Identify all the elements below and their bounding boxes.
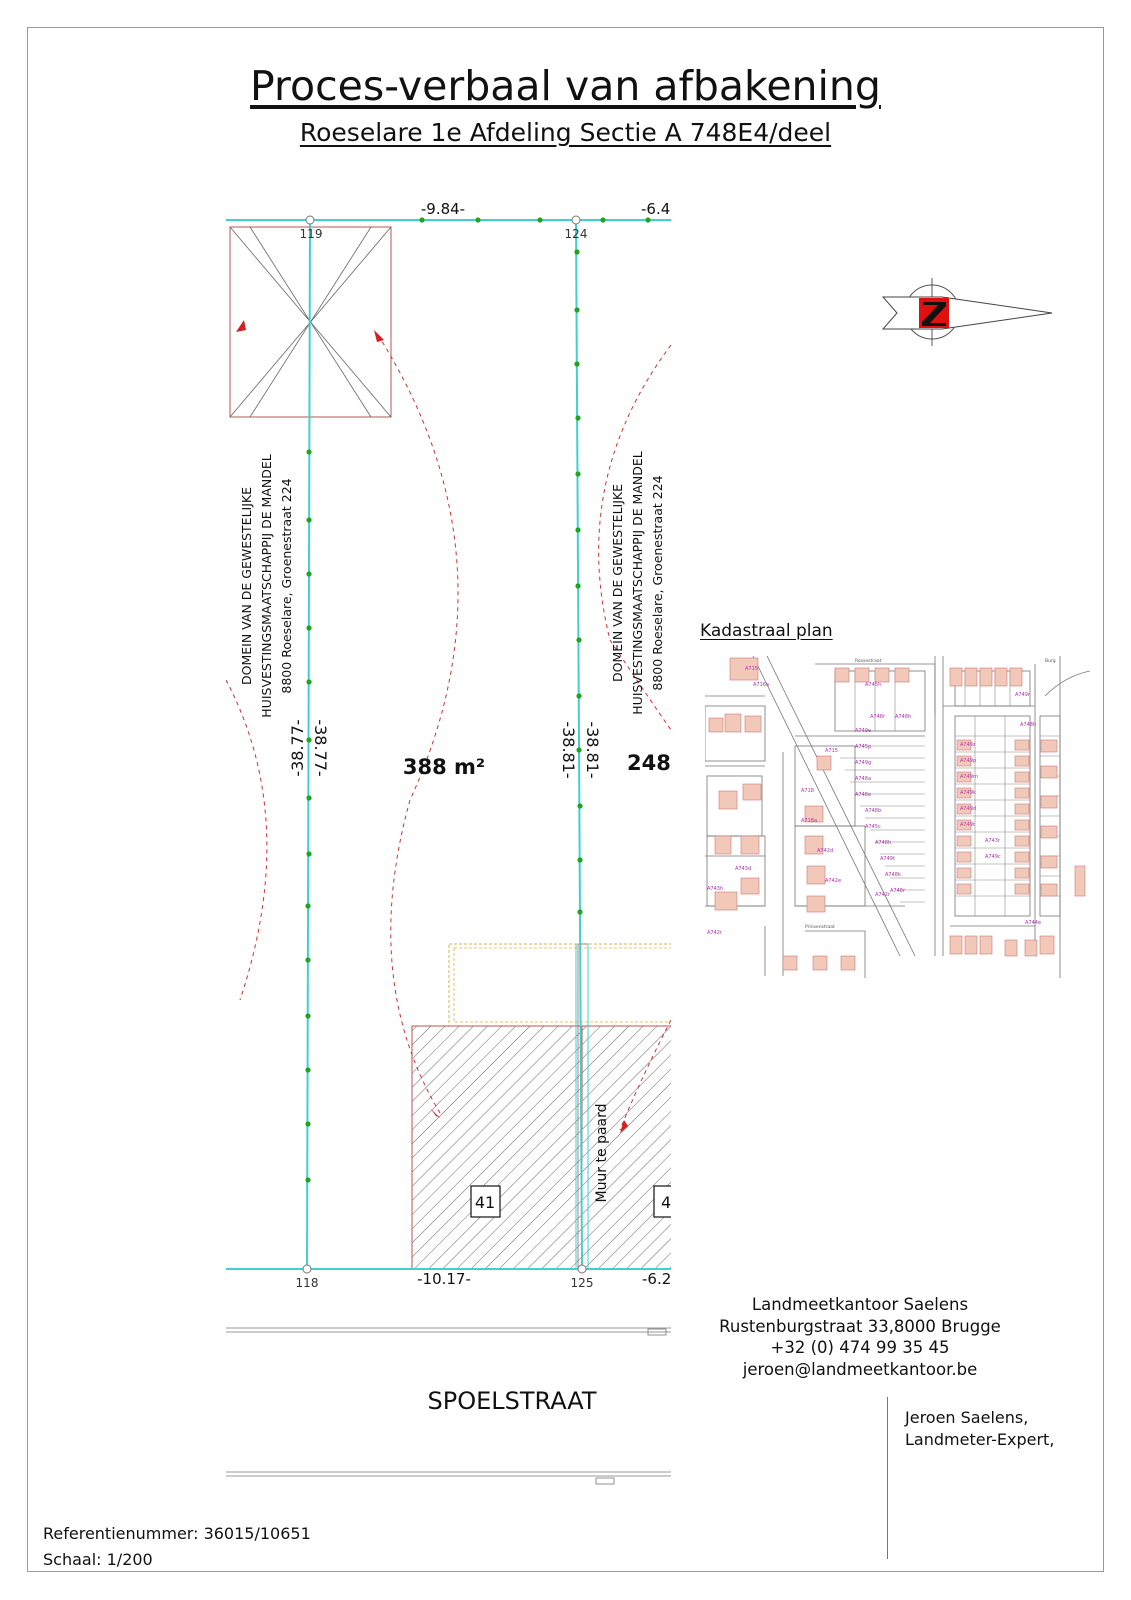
office-phone[interactable]: +32 (0) 474 99 35 45 <box>770 1338 950 1357</box>
svg-text:A716a: A716a <box>753 682 770 688</box>
dashed-curve-left <box>226 680 267 1000</box>
svg-text:A743d: A743d <box>735 866 752 872</box>
svg-text:A749r: A749r <box>1015 692 1031 698</box>
area-right: 248 <box>627 751 671 775</box>
svg-text:A749e: A749e <box>855 728 872 734</box>
wall-label: Muur te paard <box>594 1103 610 1203</box>
svg-text:Burg: Burg <box>1045 659 1056 664</box>
svg-text:A742d: A742d <box>817 848 834 854</box>
svg-text:A748h: A748h <box>875 840 892 846</box>
svg-text:A745c: A745c <box>865 824 881 830</box>
svg-text:Prinsenstraat: Prinsenstraat <box>805 925 835 930</box>
svg-text:A744e: A744e <box>1025 920 1042 926</box>
svg-text:A748e: A748e <box>855 792 872 798</box>
svg-text:A749k: A749k <box>960 790 976 796</box>
svg-text:A743r: A743r <box>985 838 1001 844</box>
point-124: 124 <box>564 227 588 241</box>
dimension-right-a: -38.81- <box>559 721 578 779</box>
neighbour-left <box>239 454 294 717</box>
point-118: 118 <box>295 1276 319 1290</box>
svg-text:A749d: A749d <box>960 806 977 812</box>
svg-text:Rossestraat: Rossestraat <box>855 659 882 664</box>
svg-text:A743h: A743h <box>707 886 724 892</box>
area-main: 388 m² <box>402 755 486 779</box>
svg-text:A718a: A718a <box>801 818 818 824</box>
neighbour-right <box>610 451 665 714</box>
house-41 <box>412 1026 582 1269</box>
svg-text:A748b: A748b <box>865 808 882 814</box>
reference-number: Referentienummer: 36015/10651 <box>43 1524 311 1543</box>
cadastral-map <box>705 656 1090 978</box>
svg-text:A749t: A749t <box>960 822 975 828</box>
scale-label: Schaal: 1/200 <box>43 1550 153 1569</box>
svg-text:HUISVESTINGSMAATSCHAPPIJ DE MA: HUISVESTINGSMAATSCHAPPIJ DE MANDEL <box>259 454 274 718</box>
svg-text:A749m: A749m <box>960 774 978 780</box>
svg-text:A715: A715 <box>825 748 838 754</box>
svg-text:HUISVESTINGSMAATSCHAPPIJ DE MA: HUISVESTINGSMAATSCHAPPIJ DE MANDEL <box>630 451 645 715</box>
dashed-curve-center <box>378 335 458 1113</box>
svg-text:A745p: A745p <box>855 744 872 750</box>
signer-name: Jeroen Saelens, <box>905 1408 1029 1427</box>
dimension-top-right: -6.4 <box>641 200 671 218</box>
svg-text:A748a: A748a <box>855 776 872 782</box>
signer-role: Landmeter-Expert, <box>905 1430 1055 1449</box>
svg-text:A742e: A742e <box>825 878 842 884</box>
svg-text:A748k: A748k <box>885 872 901 878</box>
svg-text:A718: A718 <box>801 788 814 794</box>
arrow-head-1 <box>236 320 246 332</box>
svg-text:A742r: A742r <box>875 892 891 898</box>
svg-text:A748r: A748r <box>890 888 906 894</box>
svg-text:A749z: A749z <box>960 742 976 748</box>
dimension-bottom-right: -6.2 <box>642 1270 672 1288</box>
street-name: SPOELSTRAAT <box>427 1387 597 1415</box>
arrow-head-2 <box>374 330 384 342</box>
page-subtitle: Roeselare 1e Afdeling Sectie A 748E4/deel <box>299 118 832 147</box>
svg-text:DOMEIN VAN DE GEWESTELIJKE: DOMEIN VAN DE GEWESTELIJKE <box>239 486 254 686</box>
svg-text:A745h: A745h <box>865 682 882 688</box>
svg-text:A748r: A748r <box>870 714 886 720</box>
svg-text:A742r: A742r <box>707 930 723 936</box>
office-email[interactable]: jeroen@landmeetkantoor.be <box>742 1359 978 1379</box>
dimension-left-a: -38.77- <box>288 719 307 777</box>
svg-text:A749t: A749t <box>880 856 895 862</box>
cadastral-title: Kadastraal plan <box>700 621 833 641</box>
svg-text:A749g: A749g <box>855 760 872 766</box>
svg-text:DOMEIN VAN DE GEWESTELIJKE: DOMEIN VAN DE GEWESTELIJKE <box>610 483 625 683</box>
point-125: 125 <box>570 1276 594 1290</box>
signature-divider <box>887 1397 888 1559</box>
annex-outline <box>449 944 679 1026</box>
page-title: Proces-verbaal van afbakening <box>250 62 881 110</box>
dimension-left-b: -38.77- <box>311 719 330 777</box>
dimension-top-left: -9.84- <box>420 200 466 218</box>
svg-text:A749p: A749p <box>960 758 977 764</box>
svg-text:A748h: A748h <box>1020 722 1037 728</box>
house-number-41: 41 <box>474 1193 496 1212</box>
svg-text:A748h: A748h <box>895 714 912 720</box>
point-119: 119 <box>299 227 323 241</box>
office-contact <box>700 1294 1020 1380</box>
house-number-43: 4 <box>661 1193 672 1212</box>
svg-text:A749c: A749c <box>985 854 1001 860</box>
svg-text:8800 Roeselare, Groenestraat 2: 8800 Roeselare, Groenestraat 224 <box>279 478 294 694</box>
dimension-bottom-left: -10.17- <box>417 1270 471 1288</box>
office-address: Rustenburgstraat 33,8000 Brugge <box>719 1316 1001 1336</box>
office-name: Landmeetkantoor Saelens <box>751 1295 969 1314</box>
svg-text:8800 Roeselare, Groenestraat 2: 8800 Roeselare, Groenestraat 224 <box>650 475 665 691</box>
north-arrow-icon <box>883 278 1052 346</box>
dimension-right-b: -38.81- <box>583 721 602 779</box>
svg-text:A715: A715 <box>745 666 758 672</box>
